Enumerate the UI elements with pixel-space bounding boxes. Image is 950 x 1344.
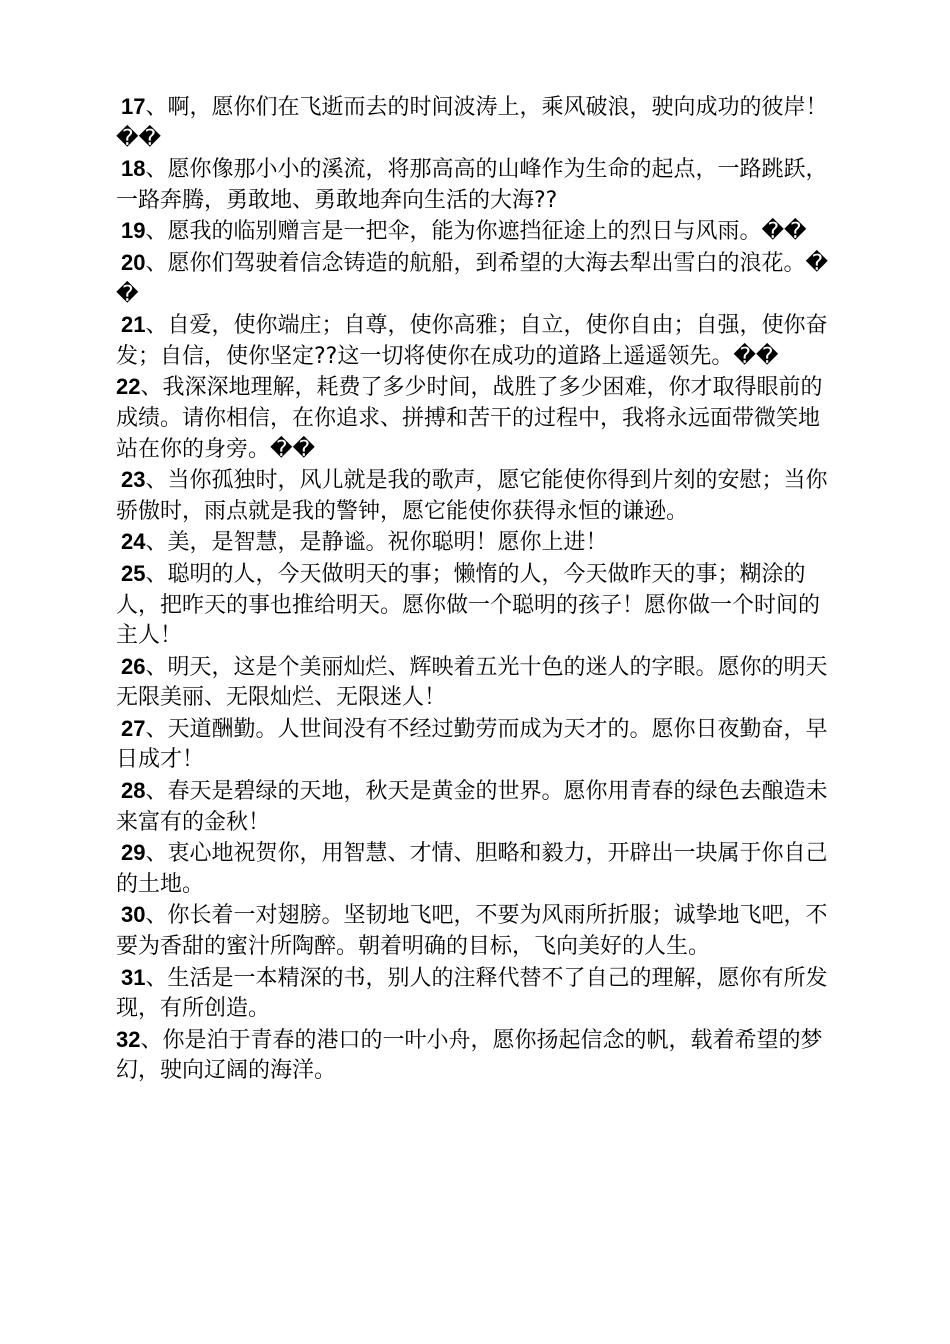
entry-29 [116, 838, 836, 900]
entry-text: 、天道酬勤。人世间没有不经过勤劳而成为天才的。愿你日夜勤奋，早日成才！ [116, 716, 828, 773]
entry-text: 、你是泊于青春的港口的一叶小舟，愿你扬起信念的帆，载着希望的梦幻，驶向辽阔的海洋。 [116, 1027, 823, 1084]
entry-text: 、你长着一对翅膀。坚韧地飞吧，不要为风雨所折服；诚挚地飞吧，不要为香甜的蜜汁所陶醉。朝着明确的目标，飞向美好的人生。 [116, 903, 828, 960]
document-page [116, 92, 836, 1087]
entry-number: 17 [121, 94, 146, 119]
entry-23 [116, 465, 836, 527]
entry-20 [116, 248, 836, 310]
entry-30 [116, 900, 836, 962]
entry-text: 、美，是智慧，是静谧。祝你聪明！愿你上进！ [145, 530, 608, 556]
entry-22 [116, 372, 836, 465]
entry-24 [116, 527, 836, 559]
entry-21 [116, 310, 836, 372]
entry-text: 、当你孤独时，风儿就是我的歌声，愿它能使你得到片刻的安慰；当你骄傲时，雨点就是我的警钟，愿它能使你获得永恒的谦逊。 [116, 468, 828, 524]
entry-number: 31 [121, 964, 146, 990]
entry-25 [116, 559, 836, 652]
entry-text: 、愿你像那小小的溪流，将那高高的山峰作为生命的起点，一路跳跃，一路奔腾，勇敢地、勇敢地奔向生活的大海?? [116, 157, 828, 213]
entry-19 [116, 216, 836, 248]
entry-text: 、愿你们驾驶着信念铸造的航船，到希望的大海去犁出雪白的浪花。�� [116, 250, 829, 307]
entry-number: 29 [121, 840, 146, 866]
entry-text: 、衷心地祝贺你，用智慧、才情、胆略和毅力，开辟出一块属于你自己的土地。 [116, 841, 828, 897]
entry-28 [116, 776, 836, 838]
entry-number: 18 [121, 156, 146, 182]
entry-number: 28 [121, 778, 146, 804]
entry-text: 、我深深地理解，耗费了多少时间，战胜了多少困难，你才取得眼前的成绩。请你相信，在你追求、拼搏和苦干的过程中，我将永远面带微笑地站在你的身旁。�� [116, 375, 823, 462]
entry-text: 、明天，这是个美丽灿烂、辉映着五光十色的迷人的字眼。愿你的明天无限美丽、无限灿烂、无限迷人！ [116, 654, 828, 711]
entry-26 [116, 652, 836, 714]
entry-number: 23 [121, 467, 146, 493]
entry-27 [116, 714, 836, 776]
entry-number: 19 [121, 218, 146, 244]
entry-18 [116, 154, 836, 216]
entry-number: 21 [121, 312, 146, 338]
entry-17 [116, 92, 836, 154]
entry-text: 、生活是一本精深的书，别人的注释代替不了自己的理解，愿你有所发现，有所创造。 [116, 965, 828, 1022]
entry-text: 、聪明的人，今天做明天的事；懒惰的人，今天做昨天的事；糊涂的人，把昨天的事也推给明天。愿你做一个聪明的孩子！愿你做一个时间的主人！ [116, 561, 821, 649]
entry-text: 、春天是碧绿的天地，秋天是黄金的世界。愿你用青春的绿色去酿造未来富有的金秋！ [116, 779, 828, 835]
entry-number: 30 [121, 902, 146, 928]
entry-number: 27 [121, 715, 146, 741]
entry-text: 、愿我的临别赠言是一把伞，能为你遮挡征途上的烈日与风雨。�� [145, 219, 807, 245]
entry-number: 32 [116, 1026, 141, 1052]
entry-31 [116, 963, 836, 1025]
entry-number: 24 [121, 529, 146, 555]
entry-number: 26 [121, 653, 146, 679]
entry-number: 20 [121, 249, 146, 275]
entry-32 [116, 1025, 836, 1087]
entry-number: 25 [121, 560, 146, 586]
entry-text: 、自爱，使你端庄；自尊，使你高雅；自立，使你自由；自强，使你奋发；自信，使你坚定??这一切将使你在成功的道路上遥遥领先。�� [116, 313, 828, 369]
entry-text: 、啊，愿你们在飞逝而去的时间波涛上，乘风破浪，驶向成功的彼岸！�� [116, 95, 828, 151]
entry-number: 22 [116, 374, 141, 400]
